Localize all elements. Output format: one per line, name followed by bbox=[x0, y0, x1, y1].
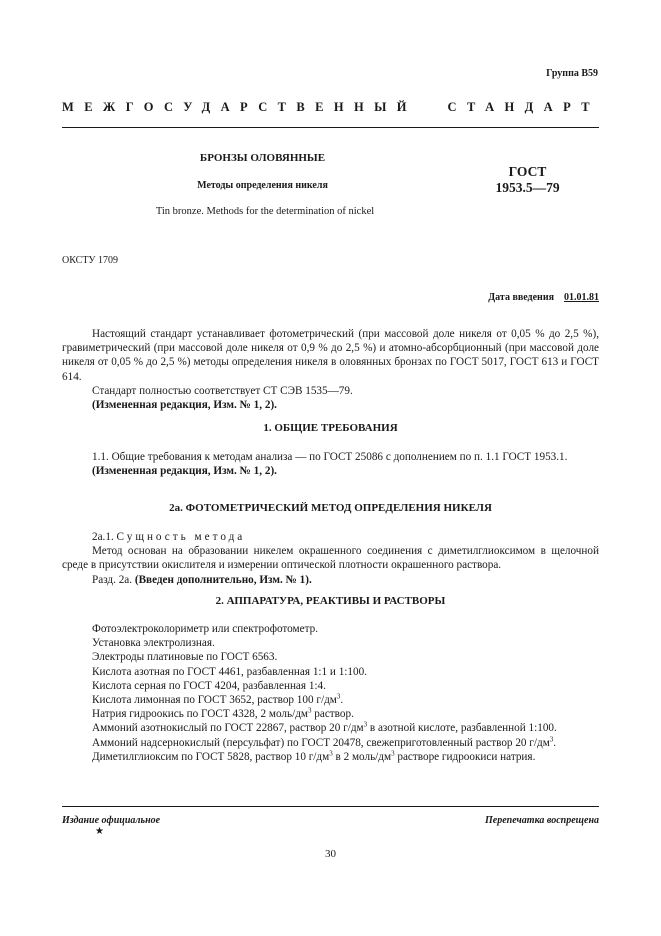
list-item: Установка электролизная. bbox=[92, 637, 215, 650]
header-rule bbox=[62, 127, 599, 128]
clause-1-1: 1.1. Общие требования к методам анализа — по ГОСТ 25086 с дополнением по п. 1.1 ГОСТ 1953.1. bbox=[92, 451, 568, 463]
section-2a-note bbox=[62, 573, 599, 587]
standard-type-left: МЕЖГОСУДАРСТВЕННЫЙ bbox=[62, 100, 417, 114]
list-item: Кислота серная по ГОСТ 4204, разбавленная 1:4. bbox=[92, 679, 326, 692]
effective-date bbox=[488, 292, 599, 303]
list-item: Кислота азотная по ГОСТ 4461, разбавленная 1:1 и 1:100. bbox=[92, 665, 367, 678]
list-item: Фотоэлектроколориметр или спектрофотометр. bbox=[92, 623, 318, 635]
section-2a-text bbox=[62, 530, 599, 587]
section-2a-note-prefix: Разд. 2а. bbox=[92, 573, 133, 586]
list-item: Кислота лимонная по ГОСТ 3652, раствор 100 $г/дм^3$. bbox=[92, 692, 344, 707]
list-item: Аммоний азотнокислый по ГОСТ 22867, раствор 20 $г/дм^3$ в азотной кислоте, разбавленной 1:100. bbox=[92, 720, 557, 735]
english-title: Tin bronze. Methods for the determination of nickel bbox=[155, 206, 375, 217]
document-title: БРОНЗЫ ОЛОВЯННЫЕ bbox=[199, 152, 326, 164]
section-1-amendment: (Измененная редакция, Изм. № 1, 2). bbox=[92, 465, 277, 478]
okstu-code: ОКСТУ 1709 bbox=[62, 255, 119, 266]
clause-2a-1 bbox=[62, 530, 599, 544]
list-item: Диметилглиоксим по ГОСТ 5828, раствор 10 $г/дм^3$ в 2 моль/$дм^3$ растворе гидроокиси натрия. bbox=[92, 749, 536, 763]
intro-compliance: Стандарт полностью соответствует СТ СЭВ 1535—79. bbox=[92, 384, 353, 397]
document-subtitle: Методы определения никеля bbox=[197, 180, 328, 191]
gost-designation bbox=[480, 164, 575, 196]
section-1-heading: 1. ОБЩИЕ ТРЕБОВАНИЯ bbox=[263, 422, 398, 434]
section-2a-heading: 2а. ФОТОМЕТРИЧЕСКИЙ МЕТОД ОПРЕДЕЛЕНИЯ НИКЕЛЯ bbox=[169, 502, 492, 514]
list-item: Электроды платиновые по ГОСТ 6563. bbox=[92, 651, 278, 664]
intro-amendment: (Измененная редакция, Изм. № 1, 2). bbox=[92, 399, 277, 412]
intro-paragraph: Настоящий стандарт устанавливает фотометрический (при массовой доле никеля от 0,05 % до 2,5 %), гравиметрический (при массовой доле никеля от 0,9 % до 2,5 %) и атомно-абсорбционный (при массовой доле никеля от 0,05 % до 2,5 %) методы определения никеля в оловянных бронзах по ГОСТ 5017, ГОСТ 613 и ГОСТ 614. bbox=[62, 328, 599, 383]
date-label: Дата введения bbox=[488, 292, 554, 303]
reagents-list bbox=[92, 622, 599, 764]
official-edition: Издание официальное bbox=[62, 815, 161, 826]
reprint-prohibited: Перепечатка воспрещена bbox=[485, 815, 599, 826]
section-1-text bbox=[62, 450, 599, 478]
list-item: Натрия гидроокись по ГОСТ 4328, 2 моль/$дм^3$ раствор. bbox=[92, 706, 354, 721]
list-item: Аммоний надсернокислый (персульфат) по ГОСТ 20478, свежеприготовленный раствор 20 $г/дм^3$. bbox=[92, 734, 557, 749]
intro-text bbox=[62, 327, 599, 412]
standard-type-right: СТАНДАРТ bbox=[447, 100, 600, 114]
section-2a-note-amendment: (Введен дополнительно, Изм. № 1). bbox=[134, 573, 312, 586]
clause-2a-1-number: 2а.1. bbox=[92, 531, 114, 543]
gost-number: 1953.5—79 bbox=[495, 180, 560, 195]
page-number: 30 bbox=[325, 848, 336, 860]
group-code: Группа В59 bbox=[546, 68, 598, 79]
section-2-heading: 2. АППАРАТУРА, РЕАКТИВЫ И РАСТВОРЫ bbox=[215, 595, 446, 607]
gost-label: ГОСТ bbox=[508, 164, 547, 179]
clause-2a-1-title: Сущность метода bbox=[116, 531, 246, 543]
footer-rule bbox=[62, 806, 599, 807]
method-principle: Метод основан на образовании никелем окрашенного соединения с диметилглиоксимом в щелочной среде в присутствии окислителя и измерении оптической плотности окрашенного раствора. bbox=[62, 545, 599, 572]
date-value: 01.01.81 bbox=[564, 292, 599, 303]
star-icon: ★ bbox=[95, 826, 104, 837]
